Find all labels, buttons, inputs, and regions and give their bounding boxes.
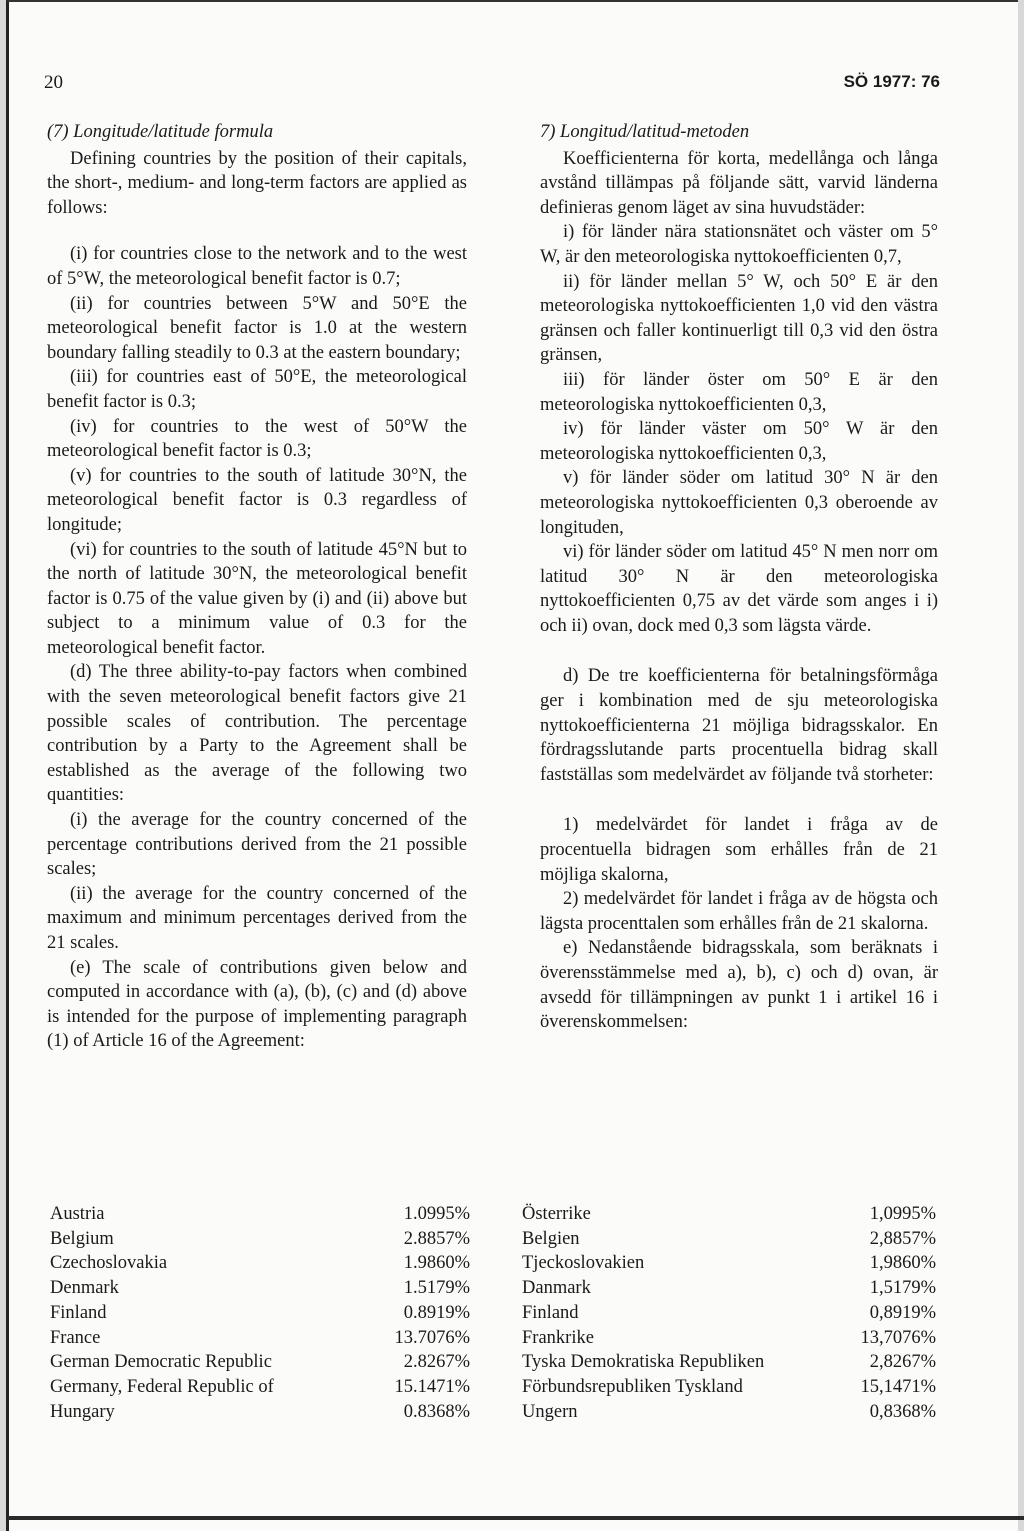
english-paragraph: (e) The scale of contributions given below and computed in accordance with (a), (b), (c) and (d) above is intended for the purpose of implementing paragraph (1) of Article 16 of the Agreement: bbox=[47, 957, 467, 1052]
english-contribution-table bbox=[50, 1202, 470, 1424]
swedish-paragraph: vi) för länder söder om latitud 45° N men norr om latitud 30° N är den meteorologiska nyttokoefficienten 0,75 av det värde som anges i i) och ii) ovan, dock med 0,3 som lägsta värde. bbox=[540, 542, 938, 636]
table-row bbox=[522, 1400, 936, 1425]
page-header bbox=[44, 72, 940, 98]
table-row bbox=[50, 1276, 470, 1301]
table-row bbox=[522, 1301, 936, 1326]
country-name: France bbox=[50, 1327, 101, 1348]
swedish-paragraph: iii) för länder öster om 50° E är den meteorologiska nyttokoefficienten 0,3, bbox=[540, 369, 938, 415]
table-row bbox=[522, 1375, 936, 1400]
table-row bbox=[522, 1276, 936, 1301]
country-name: Danmark bbox=[522, 1278, 591, 1299]
table-row bbox=[50, 1301, 470, 1326]
country-name: Denmark bbox=[50, 1278, 119, 1299]
table-row bbox=[50, 1400, 470, 1425]
contribution-value: 13.7076% bbox=[394, 1327, 470, 1348]
country-name: Czechoslovakia bbox=[50, 1253, 168, 1274]
contribution-value: 0.8919% bbox=[403, 1302, 470, 1323]
english-paragraph: (i) for countries close to the network and to the west of 5°W, the meteorological benefit factor is 0.7; bbox=[47, 244, 467, 289]
country-name: Finland bbox=[522, 1302, 579, 1323]
country-name: Belgien bbox=[522, 1228, 580, 1249]
country-name: Belgium bbox=[50, 1228, 114, 1249]
table-row bbox=[522, 1251, 936, 1276]
english-paragraph: Defining countries by the position of their capitals, the short-, medium- and long-term factors are applied as follows: bbox=[47, 148, 467, 218]
english-paragraph: (iii) for countries east of 50°E, the meteorological benefit factor is 0.3; bbox=[47, 367, 467, 412]
table-row bbox=[522, 1326, 936, 1351]
country-name: Förbundsrepubliken Tyskland bbox=[522, 1376, 743, 1397]
swedish-paragraph: d) De tre koefficienterna för betalningsförmåga ger i kombination med de sju meteorologiska nyttokoefficienterna 21 möjliga bidragsskalor. En fördragsslutande parts procentuella bidrag skall fastställas som medelvärdet av följande två storheter: bbox=[540, 666, 938, 785]
english-paragraph: (ii) for countries between 5°W and 50°E the meteorological benefit factor is 1.0 at the western boundary falling steadily to 0.3 at the eastern boundary; bbox=[47, 293, 467, 363]
english-section-title: (7) Longitude/latitude formula bbox=[47, 122, 274, 142]
contribution-value: 0,8368% bbox=[869, 1401, 936, 1422]
contribution-value: 1.5179% bbox=[403, 1278, 470, 1299]
swedish-paragraph: Koefficienterna för korta, medellånga och långa avstånd tillämpas på följande sätt, varvid länderna definieras genom läget av sina huvudstäder: bbox=[540, 148, 938, 218]
country-name: Hungary bbox=[50, 1401, 115, 1422]
contribution-value: 1.0995% bbox=[403, 1204, 470, 1224]
country-name: Ungern bbox=[522, 1401, 578, 1422]
contribution-value: 15,1471% bbox=[860, 1376, 936, 1397]
english-paragraph: (v) for countries to the south of latitude 30°N, the meteorological benefit factor is 0.3 regardless of longitude; bbox=[47, 465, 467, 535]
document-id: SÖ 1977: 76 bbox=[843, 72, 940, 91]
country-name: Austria bbox=[50, 1204, 105, 1224]
swedish-contribution-table bbox=[522, 1202, 936, 1424]
table-row bbox=[50, 1202, 470, 1227]
contribution-value: 0,8919% bbox=[869, 1302, 936, 1323]
table-row bbox=[50, 1251, 470, 1276]
country-name: Germany, Federal Republic of bbox=[50, 1376, 274, 1397]
table-row bbox=[522, 1202, 936, 1227]
english-paragraph: (ii) the average for the country concerned of the maximum and minimum percentages derived from the 21 scales. bbox=[47, 883, 467, 953]
paragraph-gap bbox=[540, 638, 938, 664]
swedish-paragraph: iv) för länder väster om 50° W är den meteorologiska nyttokoefficienten 0,3, bbox=[540, 419, 938, 464]
table-row bbox=[50, 1375, 470, 1400]
country-name: Finland bbox=[50, 1302, 107, 1323]
table-row bbox=[50, 1227, 470, 1252]
swedish-section-title: 7) Longitud/latitud-metoden bbox=[540, 122, 750, 142]
swedish-paragraph: 1) medelvärdet för landet i fråga av de procentuella bidragen som erhålles från de 21 möjliga skalorna, bbox=[540, 815, 938, 885]
country-name: Frankrike bbox=[522, 1327, 594, 1348]
table-row bbox=[522, 1227, 936, 1252]
paragraph-gap bbox=[47, 220, 467, 242]
contribution-value: 1,5179% bbox=[869, 1278, 936, 1299]
country-name: Tjeckoslovakien bbox=[522, 1253, 645, 1274]
swedish-column bbox=[540, 120, 938, 1035]
contribution-value: 1,9860% bbox=[869, 1253, 936, 1274]
contribution-value: 13,7076% bbox=[860, 1327, 936, 1348]
contribution-value: 2.8267% bbox=[403, 1352, 470, 1373]
english-paragraph: (i) the average for the country concerned of the percentage contributions derived from the 21 possible scales; bbox=[47, 810, 467, 880]
swedish-paragraph: i) för länder nära stationsnätet och väster om 5° W, är den meteorologiska nyttokoefficienten 0,7, bbox=[540, 222, 938, 267]
swedish-paragraph: e) Nedanstående bidragsskala, som beräknats i överensstämmelse med a), b), c) och d) ovan, är avsedd för tillämpningen av punkt 1 i artikel 16 i överenskommelsen: bbox=[540, 938, 938, 1033]
country-name: German Democratic Republic bbox=[50, 1352, 272, 1373]
swedish-paragraph: v) för länder söder om latitud 30° N är den meteorologiska nyttokoefficienten 0,3 oberoende av longituden, bbox=[540, 468, 938, 538]
table-row bbox=[50, 1326, 470, 1351]
english-paragraph: (d) The three ability-to-pay factors when combined with the seven meteorological benefit factors give 21 possible scales of contribution. The percentage contribution by a Party to the Agreement shall be established as the average of the following two quantities: bbox=[47, 662, 467, 806]
english-paragraph: (iv) for countries to the west of 50°W the meteorological benefit factor is 0.3; bbox=[47, 416, 467, 462]
swedish-paragraph: 2) medelvärdet för landet i fråga av de högsta och lägsta procenttalen som erhålles från de 21 skalorna. bbox=[540, 889, 938, 934]
contribution-value: 15.1471% bbox=[394, 1376, 470, 1397]
country-name: Tyska Demokratiska Republiken bbox=[522, 1352, 765, 1373]
contribution-value: 0.8368% bbox=[403, 1401, 470, 1422]
table-row bbox=[522, 1350, 936, 1375]
english-paragraph: (vi) for countries to the south of latitude 45°N but to the north of latitude 30°N, the meteorological benefit factor is 0.75 of the value given by (i) and (ii) above but subject to a minimum value of 0.3 for the meteorological benefit factor. bbox=[47, 539, 467, 658]
english-column bbox=[47, 120, 467, 1054]
contribution-value: 2,8857% bbox=[869, 1228, 936, 1249]
swedish-paragraph: ii) för länder mellan 5° W, och 50° E är den meteorologiska nyttokoefficienten 1,0 vid den västra gränsen och faller kontinuerligt till 0,3 vid den östra gränsen, bbox=[540, 271, 938, 366]
page-number: 20 bbox=[44, 72, 63, 93]
country-name: Österrike bbox=[522, 1204, 591, 1224]
contribution-value: 2,8267% bbox=[869, 1352, 936, 1373]
contribution-value: 1.9860% bbox=[403, 1253, 470, 1274]
bottom-rule bbox=[8, 1516, 1024, 1520]
paragraph-gap bbox=[540, 787, 938, 813]
contribution-value: 2.8857% bbox=[403, 1228, 470, 1249]
contribution-value: 1,0995% bbox=[869, 1204, 936, 1224]
table-row bbox=[50, 1350, 470, 1375]
